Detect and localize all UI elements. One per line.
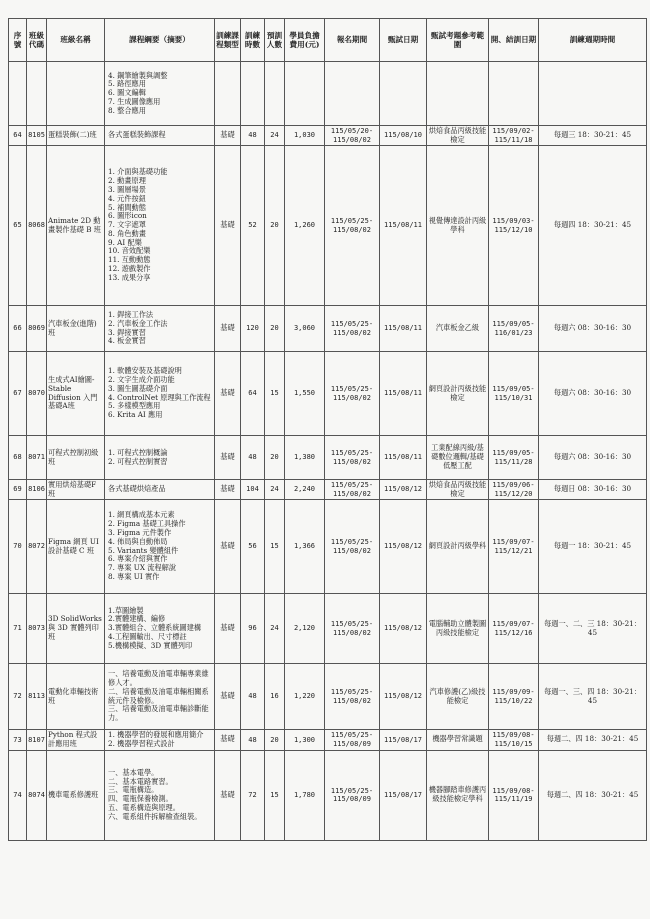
class-name-cell: 可程式控制初級班 bbox=[47, 436, 105, 480]
outline-item: 6. Krita AI 應用 bbox=[108, 410, 163, 420]
class-code-cell: 8073 bbox=[27, 594, 47, 664]
hours-cell: 96 bbox=[241, 594, 265, 664]
seq-cell: 70 bbox=[9, 500, 27, 594]
category-cell: 基礎 bbox=[215, 664, 241, 730]
outline-item: 7. 文字遮罩 bbox=[108, 220, 146, 230]
outline-item: 2. 可程式控制實習 bbox=[108, 456, 168, 466]
dates-cell: 115/09/05-116/01/23 bbox=[489, 306, 539, 352]
class-code-cell: 8070 bbox=[27, 352, 47, 436]
scope-cell: 電腦輔助立體製圖丙級技能檢定 bbox=[427, 594, 489, 664]
outline-item: 6. 圖文編輯 bbox=[108, 88, 146, 98]
planned-cell: 24 bbox=[265, 480, 285, 500]
outline-item: 2. 文字生成介面功能 bbox=[108, 374, 175, 384]
dates-cell: 115/09/05-115/11/28 bbox=[489, 436, 539, 480]
outline-cell bbox=[105, 500, 215, 594]
outline-list bbox=[106, 606, 213, 652]
outline-item: 2. 動畫原理 bbox=[108, 176, 146, 186]
scope-cell: 汽車板金乙級 bbox=[427, 306, 489, 352]
outline-cell bbox=[105, 594, 215, 664]
planned-cell: 20 bbox=[265, 146, 285, 306]
outline-item: 4. 元件按鈕 bbox=[108, 193, 146, 203]
outline-item: 6. 圖形icon bbox=[108, 211, 147, 221]
fee-cell: 2,120 bbox=[285, 594, 325, 664]
outline-item: 3.實體組合、立體系統圖建構 bbox=[108, 623, 202, 633]
schedule-cell: 每週一、二、三 18：30-21：45 bbox=[539, 594, 647, 664]
seq-cell: 71 bbox=[9, 594, 27, 664]
outline-item: 5. Variants 變體組件 bbox=[108, 545, 179, 555]
exam-cell: 115/08/12 bbox=[380, 594, 427, 664]
fee-cell: 1,780 bbox=[285, 750, 325, 840]
outline-item: 一、培養電動及油電車輛專業維修人才。 bbox=[108, 669, 209, 687]
schedule-cell: 每週四 18：30-21：45 bbox=[539, 146, 647, 306]
exam-cell: 115/08/12 bbox=[380, 664, 427, 730]
exam-cell: 115/08/12 bbox=[380, 480, 427, 500]
header-outline: 課程綱要（摘要） bbox=[105, 19, 215, 62]
outline-item: 1. 機器學習的發展和應用簡介 bbox=[108, 730, 204, 739]
dates-cell: 115/09/03-115/12/10 bbox=[489, 146, 539, 306]
class-code-cell: 8113 bbox=[27, 664, 47, 730]
scope-cell: 網頁設計丙級技能檢定 bbox=[427, 352, 489, 436]
schedule-cell: 每週二、四 18：30-21：45 bbox=[539, 730, 647, 751]
category-cell: 基礎 bbox=[215, 594, 241, 664]
fee-cell: 1,300 bbox=[285, 730, 325, 751]
signup-cell: 115/05/25-115/08/02 bbox=[325, 352, 380, 436]
outline-list bbox=[106, 366, 213, 421]
class-code-cell: 8106 bbox=[27, 480, 47, 500]
outline-item: 5.機構模擬、3D 實體列印 bbox=[108, 640, 193, 650]
exam-cell: 115/08/11 bbox=[380, 436, 427, 480]
category-cell: 基礎 bbox=[215, 306, 241, 352]
outline-item: 3. 圖層場景 bbox=[108, 184, 146, 194]
outline-item: 6. 專案介紹與實作 bbox=[108, 554, 168, 564]
table-row bbox=[9, 750, 647, 840]
scope-cell: 視覺傳達設計丙級學科 bbox=[427, 146, 489, 306]
outline-list bbox=[106, 669, 213, 724]
class-name-cell: 實用烘焙基礎F班 bbox=[47, 480, 105, 500]
exam-cell: 115/08/11 bbox=[380, 306, 427, 352]
outline-list bbox=[106, 510, 213, 582]
table-row bbox=[9, 500, 647, 594]
signup-cell: 115/05/25-115/08/02 bbox=[325, 146, 380, 306]
continuation-outline bbox=[105, 62, 215, 126]
signup-cell: 115/05/25-115/08/02 bbox=[325, 306, 380, 352]
category-cell: 基礎 bbox=[215, 730, 241, 751]
planned-cell: 15 bbox=[265, 352, 285, 436]
header-planned: 預訓人數 bbox=[265, 19, 285, 62]
header-signup: 報名期間 bbox=[325, 19, 380, 62]
seq-cell: 64 bbox=[9, 126, 27, 146]
hours-cell: 48 bbox=[241, 730, 265, 751]
schedule-cell: 每週六 08：30-16：30 bbox=[539, 436, 647, 480]
outline-item: 三、培養電動及油電車輛診斷能力。 bbox=[108, 704, 209, 723]
outline-list bbox=[106, 730, 213, 750]
scope-cell: 烘焙食品丙級技能檢定 bbox=[427, 480, 489, 500]
outline-item: 8. 專案 UI 實作 bbox=[108, 571, 160, 581]
header-exam: 甄試日期 bbox=[380, 19, 427, 62]
seq-cell: 65 bbox=[9, 146, 27, 306]
category-cell: 基礎 bbox=[215, 750, 241, 840]
outline-cell bbox=[105, 126, 215, 146]
schedule-cell: 每週六 08：30-16：30 bbox=[539, 352, 647, 436]
class-name-cell: 機車電系修護班 bbox=[47, 750, 105, 840]
exam-cell: 115/08/11 bbox=[380, 352, 427, 436]
table-row bbox=[9, 594, 647, 664]
outline-item: 2. Figma 基礎工具操作 bbox=[108, 519, 186, 529]
outline-item: 7. 生成圖像應用 bbox=[108, 96, 161, 106]
seq-cell: 67 bbox=[9, 352, 27, 436]
class-code-cell: 8068 bbox=[27, 146, 47, 306]
outline-item: 13. 成果分享 bbox=[108, 272, 151, 282]
class-code-cell: 8074 bbox=[27, 750, 47, 840]
outline-list bbox=[106, 71, 213, 117]
header-hours: 訓練時數 bbox=[241, 19, 265, 62]
fee-cell: 3,060 bbox=[285, 306, 325, 352]
scope-cell: 網頁設計丙級學科 bbox=[427, 500, 489, 594]
outline-list bbox=[106, 130, 213, 141]
planned-cell: 20 bbox=[265, 730, 285, 751]
hours-cell: 64 bbox=[241, 352, 265, 436]
header-schedule: 訓練週期時間 bbox=[539, 19, 647, 62]
exam-cell: 115/08/11 bbox=[380, 146, 427, 306]
outline-item: 1. 軟體安裝及基礎說明 bbox=[108, 366, 182, 376]
course-schedule-page bbox=[8, 18, 646, 841]
exam-cell: 115/08/17 bbox=[380, 750, 427, 840]
signup-cell: 115/05/25-115/08/02 bbox=[325, 664, 380, 730]
outline-list bbox=[106, 167, 213, 283]
signup-cell: 115/05/25-115/08/02 bbox=[325, 436, 380, 480]
signup-cell: 115/05/20-115/08/02 bbox=[325, 126, 380, 146]
outline-item: 六、電系組件拆解檢查組裝。 bbox=[108, 811, 202, 821]
outline-item: 1. 可程式控制概論 bbox=[108, 447, 168, 457]
signup-cell: 115/05/25-115/08/02 bbox=[325, 500, 380, 594]
class-name-cell: 電動化車輛技術班 bbox=[47, 664, 105, 730]
category-cell: 基礎 bbox=[215, 126, 241, 146]
scope-cell: 機器學習常識題 bbox=[427, 730, 489, 751]
outline-cell bbox=[105, 664, 215, 730]
class-name-cell: 蛋糕裝飾(二)班 bbox=[47, 126, 105, 146]
planned-cell: 15 bbox=[265, 750, 285, 840]
planned-cell: 24 bbox=[265, 594, 285, 664]
outline-item: 4. 板金實習 bbox=[108, 336, 146, 346]
header-fee: 學員負擔費用(元) bbox=[285, 19, 325, 62]
dates-cell: 115/09/09-115/10/22 bbox=[489, 664, 539, 730]
header-class-name: 班級名稱 bbox=[47, 19, 105, 62]
outline-item: 4. 鋼筆繪製與調整 bbox=[108, 70, 168, 80]
outline-item: 各式基礎烘焙產品 bbox=[108, 484, 166, 494]
outline-item: 1.草圖繪製 bbox=[108, 605, 144, 615]
category-cell: 基礎 bbox=[215, 436, 241, 480]
exam-cell: 115/08/10 bbox=[380, 126, 427, 146]
hours-cell: 48 bbox=[241, 126, 265, 146]
outline-item: 7. 專案 UX 流程解說 bbox=[108, 563, 177, 573]
planned-cell: 15 bbox=[265, 500, 285, 594]
outline-list bbox=[106, 448, 213, 468]
outline-item: 1. 介面與基礎功能 bbox=[108, 167, 168, 177]
schedule-cell: 每週一、三、四 18：30-21：45 bbox=[539, 664, 647, 730]
continuation-row bbox=[9, 62, 647, 126]
outline-item: 五、電系構造與原理。 bbox=[108, 802, 180, 812]
table-row bbox=[9, 664, 647, 730]
signup-cell: 115/05/25-115/08/02 bbox=[325, 594, 380, 664]
class-name-cell: Figma 網頁 UI 設計基礎 C 班 bbox=[47, 500, 105, 594]
header-scope: 甄試考題參考範圍 bbox=[427, 19, 489, 62]
exam-cell: 115/08/12 bbox=[380, 500, 427, 594]
table-row bbox=[9, 352, 647, 436]
fee-cell: 1,220 bbox=[285, 664, 325, 730]
seq-cell: 72 bbox=[9, 664, 27, 730]
category-cell: 基礎 bbox=[215, 500, 241, 594]
dates-cell: 115/09/08-115/10/15 bbox=[489, 730, 539, 751]
outline-list bbox=[106, 768, 213, 823]
planned-cell: 20 bbox=[265, 306, 285, 352]
signup-cell: 115/05/25-115/08/09 bbox=[325, 730, 380, 751]
hours-cell: 56 bbox=[241, 500, 265, 594]
dates-cell: 115/09/08-115/11/19 bbox=[489, 750, 539, 840]
header-seq: 序號 bbox=[9, 19, 27, 62]
class-name-cell: 3D SolidWorks 與 3D 實體列印班 bbox=[47, 594, 105, 664]
header-dates: 開、結訓日期 bbox=[489, 19, 539, 62]
outline-item: 2. 汽車板金工作法 bbox=[108, 318, 168, 328]
outline-item: 4.工程圖輸出、尺寸標註 bbox=[108, 631, 187, 641]
outline-cell bbox=[105, 750, 215, 840]
outline-item: 9. AI 配樂 bbox=[108, 237, 142, 247]
table-row bbox=[9, 146, 647, 306]
table-row bbox=[9, 436, 647, 480]
outline-item: 三、電瓶構造。 bbox=[108, 785, 159, 795]
exam-cell: 115/08/17 bbox=[380, 730, 427, 751]
schedule-cell: 每週六 08：30-16：30 bbox=[539, 306, 647, 352]
seq-cell: 68 bbox=[9, 436, 27, 480]
category-cell: 基礎 bbox=[215, 480, 241, 500]
seq-cell: 69 bbox=[9, 480, 27, 500]
seq-cell: 66 bbox=[9, 306, 27, 352]
class-name-cell: Python 程式設計應用班 bbox=[47, 730, 105, 751]
table-row bbox=[9, 126, 647, 146]
dates-cell: 115/09/07-115/12/16 bbox=[489, 594, 539, 664]
outline-item: 2. 機器學習程式設計 bbox=[108, 738, 175, 748]
outline-item: 2.實體建構、編修 bbox=[108, 614, 166, 624]
seq-cell: 74 bbox=[9, 750, 27, 840]
outline-item: 二、培養電動及油電車輛相關系統元件及檢修。 bbox=[108, 686, 209, 705]
outline-item: 一、基本電學。 bbox=[108, 767, 159, 777]
outline-item: 3. 銲接實習 bbox=[108, 327, 146, 337]
scope-cell: 汽車修護(乙)級技能檢定 bbox=[427, 664, 489, 730]
hours-cell: 48 bbox=[241, 664, 265, 730]
outline-item: 3. Figma 元件製作 bbox=[108, 527, 172, 537]
outline-list bbox=[106, 484, 213, 495]
fee-cell: 1,550 bbox=[285, 352, 325, 436]
hours-cell: 48 bbox=[241, 436, 265, 480]
class-name-cell: 汽車板金(進階)班 bbox=[47, 306, 105, 352]
class-code-cell: 8069 bbox=[27, 306, 47, 352]
category-cell: 基礎 bbox=[215, 352, 241, 436]
dates-cell: 115/09/02-115/11/18 bbox=[489, 126, 539, 146]
planned-cell: 24 bbox=[265, 126, 285, 146]
outline-item: 1. 銲接工作法 bbox=[108, 309, 154, 319]
class-code-cell: 8105 bbox=[27, 126, 47, 146]
class-code-cell: 8072 bbox=[27, 500, 47, 594]
outline-item: 3. 圖生圖基礎介面 bbox=[108, 383, 168, 393]
class-code-cell: 8071 bbox=[27, 436, 47, 480]
outline-item: 1. 網頁構成基本元素 bbox=[108, 510, 175, 520]
dates-cell: 115/09/05-115/10/31 bbox=[489, 352, 539, 436]
scope-cell: 工業配線丙級/基礎數位邏輯/基礎低壓工配 bbox=[427, 436, 489, 480]
class-name-cell: 生成式AI繪圖-Stable Diffusion 入門基礎A班 bbox=[47, 352, 105, 436]
outline-item: 二、基本電路實習。 bbox=[108, 776, 173, 786]
class-name-cell: Animate 2D 動畫製作基礎 B 班 bbox=[47, 146, 105, 306]
outline-item: 5. 路徑應用 bbox=[108, 79, 146, 89]
hours-cell: 52 bbox=[241, 146, 265, 306]
planned-cell: 16 bbox=[265, 664, 285, 730]
outline-item: 4. 佈局與自動佈局 bbox=[108, 536, 168, 546]
table-row bbox=[9, 480, 647, 500]
hours-cell: 104 bbox=[241, 480, 265, 500]
hours-cell: 120 bbox=[241, 306, 265, 352]
schedule-cell: 每週一 18：30-21：45 bbox=[539, 500, 647, 594]
outline-cell bbox=[105, 436, 215, 480]
outline-item: 8. 角色動畫 bbox=[108, 228, 146, 238]
planned-cell: 20 bbox=[265, 436, 285, 480]
seq-cell: 73 bbox=[9, 730, 27, 751]
fee-cell: 1,030 bbox=[285, 126, 325, 146]
schedule-cell: 每週日 08：30-16：30 bbox=[539, 480, 647, 500]
class-code-cell: 8107 bbox=[27, 730, 47, 751]
hours-cell: 72 bbox=[241, 750, 265, 840]
scope-cell: 烘焙食品丙級技能檢定 bbox=[427, 126, 489, 146]
fee-cell: 1,366 bbox=[285, 500, 325, 594]
category-cell: 基礎 bbox=[215, 146, 241, 306]
course-table bbox=[8, 18, 647, 841]
outline-item: 4. ControlNet 原理與工作流程 bbox=[108, 392, 211, 402]
fee-cell: 2,240 bbox=[285, 480, 325, 500]
outline-item: 四、電瓶保養檢測。 bbox=[108, 794, 173, 804]
outline-cell bbox=[105, 352, 215, 436]
header-class-code: 班級代碼 bbox=[27, 19, 47, 62]
outline-item: 5. 補間動態 bbox=[108, 202, 146, 212]
outline-cell bbox=[105, 306, 215, 352]
signup-cell: 115/05/25-115/08/09 bbox=[325, 750, 380, 840]
table-row bbox=[9, 730, 647, 751]
signup-cell: 115/05/25-115/08/02 bbox=[325, 480, 380, 500]
table-row bbox=[9, 306, 647, 352]
dates-cell: 115/09/06-115/12/20 bbox=[489, 480, 539, 500]
header-row bbox=[9, 19, 647, 62]
outline-list bbox=[106, 310, 213, 347]
schedule-cell: 每週三 18：30-21：45 bbox=[539, 126, 647, 146]
outline-item: 8. 整合應用 bbox=[108, 105, 146, 115]
outline-cell bbox=[105, 146, 215, 306]
outline-cell bbox=[105, 730, 215, 751]
outline-item: 12. 遊戲製作 bbox=[108, 264, 151, 274]
outline-item: 10. 音效配樂 bbox=[108, 246, 151, 256]
fee-cell: 1,380 bbox=[285, 436, 325, 480]
outline-item: 5. 多樣模型應用 bbox=[108, 401, 161, 411]
scope-cell: 機器腳踏車修護丙級技能檢定學科 bbox=[427, 750, 489, 840]
schedule-cell: 每週二、四 18：30-21：45 bbox=[539, 750, 647, 840]
outline-cell bbox=[105, 480, 215, 500]
outline-item: 各式蛋糕裝飾課程 bbox=[108, 130, 166, 140]
header-category: 訓練課程類型 bbox=[215, 19, 241, 62]
outline-item: 11. 互動動態 bbox=[108, 255, 151, 265]
dates-cell: 115/09/07-115/12/21 bbox=[489, 500, 539, 594]
fee-cell: 1,260 bbox=[285, 146, 325, 306]
